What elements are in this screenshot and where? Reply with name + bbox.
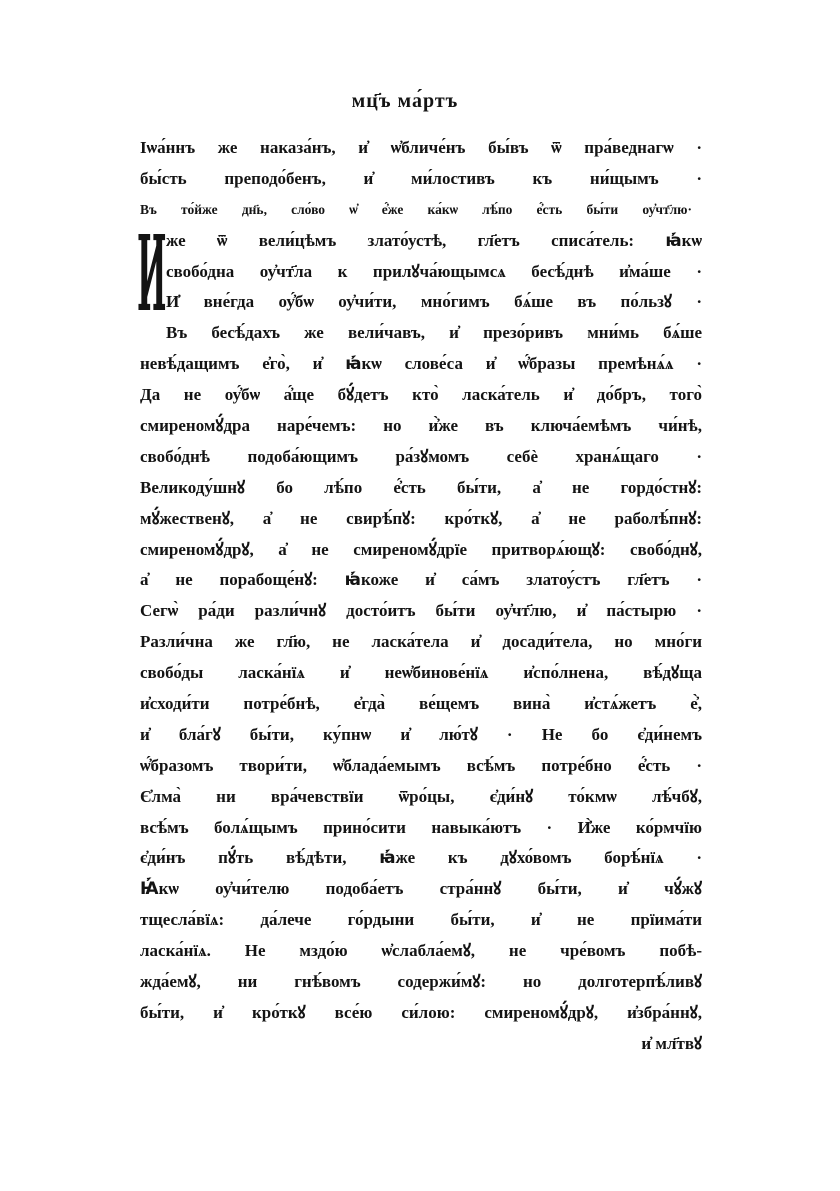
text-line: Великоду́шнꙋ бо лѣ́по е҆́сть бы́ти, а҆ не гордо́стнꙋ: (140, 477, 702, 497)
text-line: ѡ҆́бразомъ твори́ти, ѡ҆блада́емымъ всѣ́мъ потре́бно е҆́сть · (140, 755, 702, 775)
text-line: мꙋ́жественꙋ, а҆ не свирѣ́пꙋ: кро́ткꙋ, а҆ не раболѣ́пнꙋ: (140, 508, 702, 528)
text-line: и҆ бла́гꙋ бы́ти, ку́пнѡ и҆ лю́тꙋ · Не бо є҆ди́немъ (140, 724, 702, 744)
text-line: а҆ не порабоще́нꙋ: ꙗ҆́коже и҆ са́мъ златоу́стъ гл҃етъ · (140, 570, 702, 590)
text-line: Въ бесѣ́дахъ же вели́чавъ, и҆ презо́ривъ мни́мь бѧ́ше (166, 323, 702, 343)
text-block (0, 133, 840, 1060)
text-line: и҆сходи́ти потре́бнѣ, е҆гда̀ ве́щемъ вина̀ и҆стѧ́жетъ е҆̀, (140, 694, 702, 714)
text-line: И҆ вне́гда оу҆́бѡ оу҆чи́ти, мно́гимъ бѧ́ше въ по́льзꙋ · (166, 292, 702, 312)
page-header-title: мц҃ъ ма́ртъ (351, 90, 459, 112)
text-line: є҆ди́нъ пꙋ́ть вѣ́дѣти, ꙗ҆́же къ дꙋхо́вомъ борѣ́нїѧ · (140, 848, 702, 868)
text-line: же ѿ вели́цѣмъ злато́устѣ, гл҃етъ списа́тель: ꙗ҆́кѡ (166, 230, 702, 250)
catchword: и҆ мл҃твꙋ (641, 1033, 702, 1053)
text-line: смиреномꙋ́дра наре́чемъ: но и҆̀же въ ключа́емѣмъ чи́нѣ, (140, 416, 702, 436)
text-line: смиреномꙋ́дрꙋ, а҆ не смиреномꙋ́дрїе притворѧ́ющꙋ: свобо́днꙋ, (140, 539, 702, 559)
text-line: тщесла́вїѧ: да́лече го́рдыни бы́ти, и҆ не прїима́ти (140, 910, 702, 930)
text-line: Ꙗ҆́кѡ оу҆чи́телю подоба́етъ стра́ннꙋ бы́ти, и҆ чꙋ́жꙋ (140, 879, 702, 899)
text-line: свобо́ды ласка́нїѧ и҆ неѡ҆бинове́нїѧ и҆спо́лнена, вѣ́дꙋща (140, 663, 702, 683)
text-line: свобо́дна оу҆чт҃ла к прилꙋча́ющымсѧ бесѣ́днѣ и҆ма́ше · (166, 261, 702, 281)
drop-cap-initial: И (137, 212, 167, 335)
text-line: Сегѡ̀ ра́ди разли́чнꙋ досто́итъ бы́ти оу҆чт҃лю, и҆ па́стырю · (140, 601, 702, 621)
text-line: жда́емꙋ, ни гнѣ́вомъ содержи́мꙋ: но долготерпѣ́ливꙋ (140, 972, 702, 992)
text-line: Да не оу҆́бѡ а҆́ще бꙋ́детъ кто̀ ласка́тель и҆ до́бръ, того̀ (140, 385, 702, 405)
text-line: свобо́днѣ подоба́ющимъ ра́зꙋмомъ себѐ хранѧ́щаго · (140, 446, 702, 466)
text-line: всѣ́мъ болѧ́щымъ прино́сити навыка́ютъ · И҆̀же ко́рмчїю (140, 817, 702, 837)
text-line: бы́ти, и҆ кро́ткꙋ все́ю си́лою: смиреномꙋ́дрꙋ, и҆збра́ннꙋ, (140, 1002, 702, 1022)
text-line: Разли́чна же гл҃ю, не ласка́тела и҆ досади́тела, но мно́ги (140, 632, 702, 652)
text-line: ласка́нїѧ. Не мздо́ю ѡ҆слабла́емꙋ, не чре́вомъ побѣ- (140, 941, 702, 961)
text-line: Іѡа́ннъ же наказа́нъ, и҆ ѡ҆бличе́нъ бы́въ ѿ пра́веднагѡ · (140, 138, 702, 157)
text-line: бы́сть преподо́бенъ, и҆ ми́лостивъ къ ни́щымъ · (140, 168, 702, 188)
section-heading: Въ то́йже дн҃ь, сло́во ѡ҆ е҆́же ка́кѡ лѣ́по е҆́сть бы́ти оу҆чт҃лю· (140, 201, 692, 217)
text-line: невѣ́дащимъ е҆го̀, и҆ ꙗ҆́кѡ слове́са и҆ ѡ҆́бразы премѣнѧ́ѧ · (140, 354, 702, 374)
text-line: Є҆лма̀ ни вра́чевствїи ѿро́цы, є҆ди́нꙋ то́кмѡ лѣ́чбꙋ, (140, 786, 702, 806)
